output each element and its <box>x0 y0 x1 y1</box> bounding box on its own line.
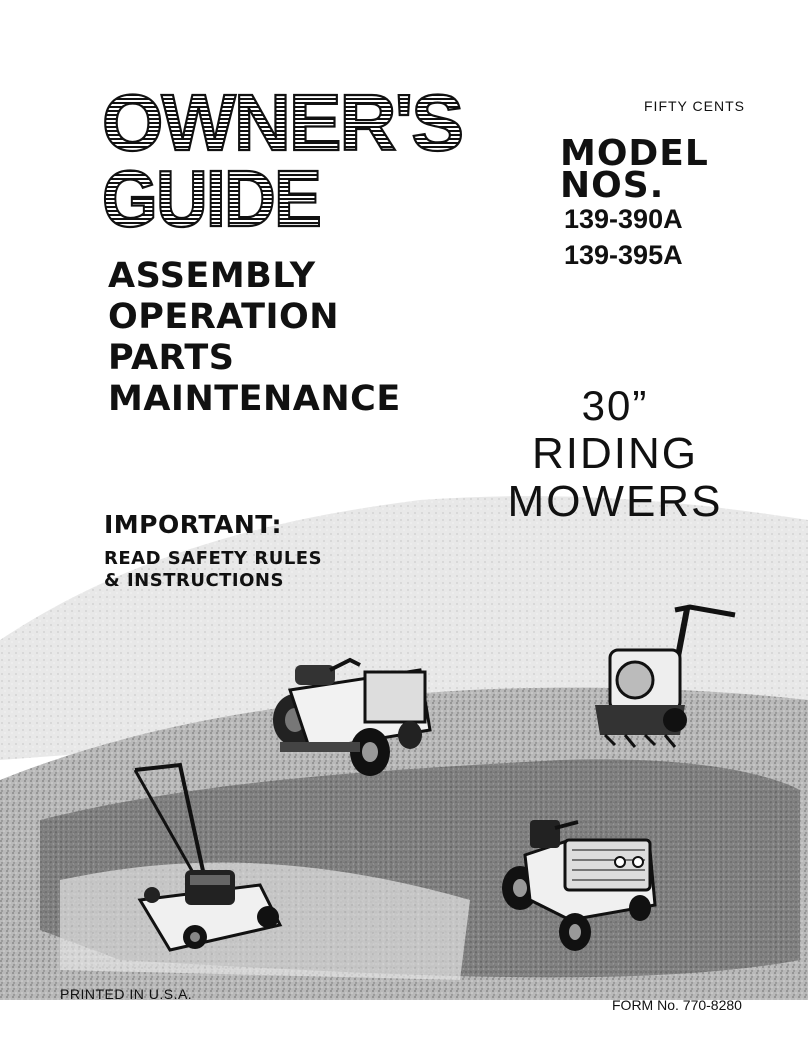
section-assembly: ASSEMBLY <box>108 256 316 296</box>
printed-in-label: PRINTED IN U.S.A. <box>60 986 193 1002</box>
form-number: FORM No. 770-8280 <box>612 997 742 1013</box>
important-heading: IMPORTANT: <box>104 510 282 539</box>
title-line-owners: OWNER'S <box>102 82 462 167</box>
section-parts: PARTS <box>108 338 235 378</box>
owners-guide-title <box>100 82 470 232</box>
product-line1: RIDING <box>532 429 698 478</box>
model-number-1: 139-390A <box>564 204 683 234</box>
model-label-line1: MODEL <box>560 133 709 174</box>
model-label <box>560 133 709 206</box>
product-line2: MOWERS <box>507 477 723 526</box>
safety-line2: & INSTRUCTIONS <box>104 570 284 591</box>
safety-notice <box>104 548 322 592</box>
model-number-2: 139-395A <box>564 240 683 270</box>
title-line-guide: GUIDE <box>102 154 320 232</box>
price-label: FIFTY CENTS <box>644 98 745 114</box>
section-maintenance: MAINTENANCE <box>108 379 401 419</box>
section-operation: OPERATION <box>108 297 340 337</box>
section-list <box>108 256 401 420</box>
product-size: 30” <box>581 382 649 429</box>
safety-line1: READ SAFETY RULES <box>104 548 323 569</box>
product-title <box>470 382 760 526</box>
model-label-line2: NOS. <box>560 165 665 206</box>
